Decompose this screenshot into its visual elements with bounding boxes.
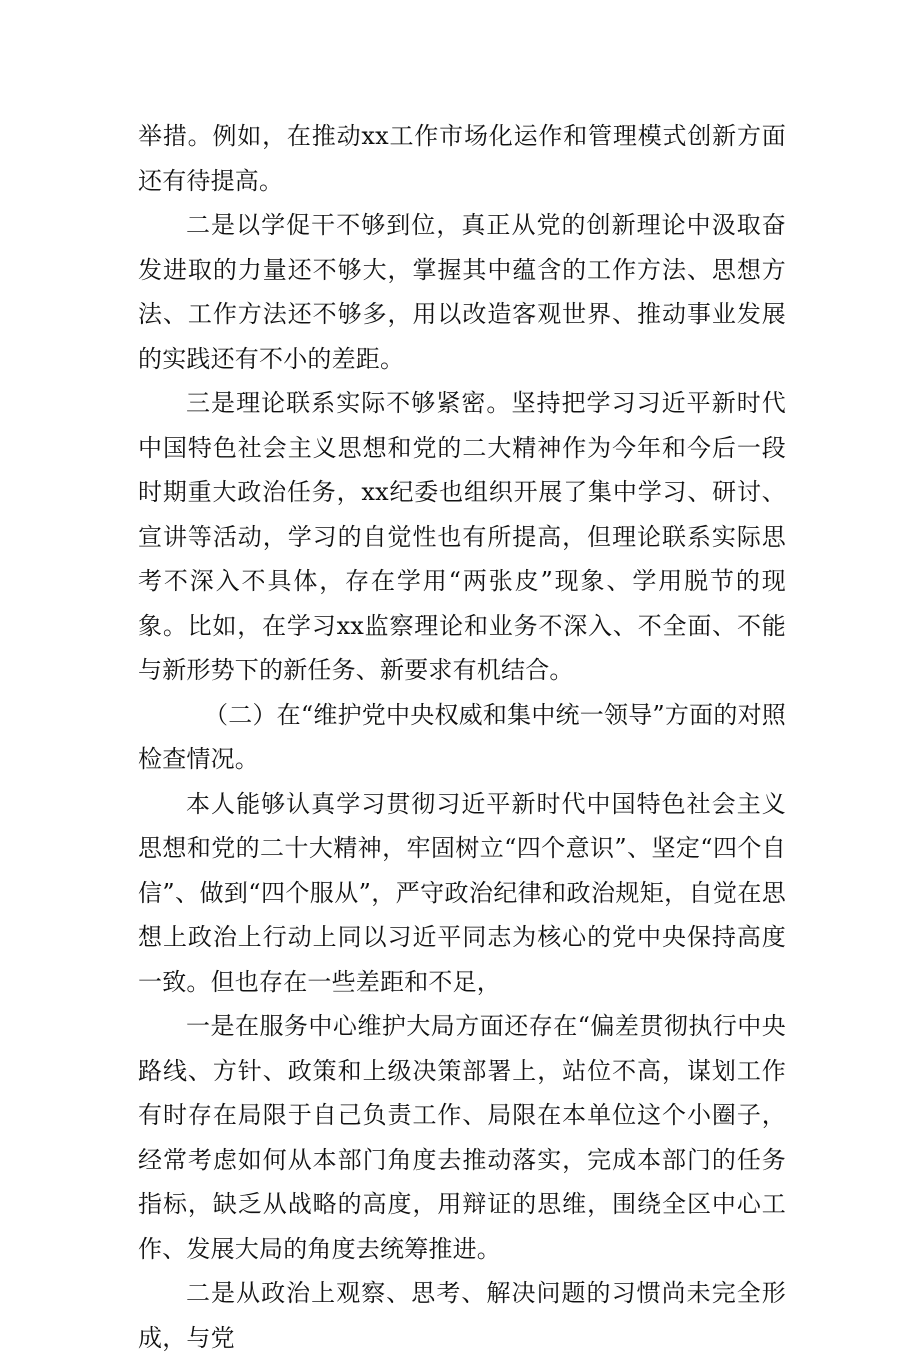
paragraph-self-assessment: 本人能够认真学习贯彻习近平新时代中国特色社会主义思想和党的二十大精神，牢固树立“四个意识”、坚定“四个自信”、做到“四个服从”，严守政治纪律和政治规矩，自觉在思想上政治上行动上同以习近平同志为核心的党中央保持高度一致。但也存在一些差距和不足， <box>138 789 786 996</box>
paragraph-issue-two: 二是从政治上观察、思考、解决问题的习惯尚未完全形成，与党 <box>138 1279 786 1352</box>
section-heading-two: （二）在“维护党中央权威和集中统一领导”方面的对照检查情况。 <box>138 700 786 773</box>
paragraph-issue-one: 一是在服务中心维护大局方面还存在“偏差贯彻执行中央路线、方针、政策和上级决策部署上，站位不高，谋划工作有时存在局限于自己负责工作、局限在本单位这个小圈子，经常考虑如何从本部门角度去推动落实，完成本部门的任务指标，缺乏从战略的高度，用辩证的思维，围绕全区中心工作、发展大局的角度去统筹推进。 <box>138 1012 786 1263</box>
paragraph-point-two: 二是以学促干不够到位，真正从党的创新理论中汲取奋发进取的力量还不够大，掌握其中蕴含的工作方法、思想方法、工作方法还不够多，用以改造客观世界、推动事业发展的实践还有不小的差距。 <box>138 211 786 373</box>
paragraph-point-three: 三是理论联系实际不够紧密。坚持把学习习近平新时代中国特色社会主义思想和党的二大精神作为今年和今后一段时期重大政治任务，xx纪委也组织开展了集中学习、研讨、宣讲等活动，学习的自觉性也有所提高，但理论联系实际思考不深入不具体，存在学用“两张皮”现象、学用脱节的现象。比如，在学习xx监察理论和业务不深入、不全面、不能与新形势下的新任务、新要求有机结合。 <box>138 389 786 684</box>
paragraph-continuation: 举措。例如，在推动xx工作市场化运作和管理模式创新方面还有待提高。 <box>138 122 786 195</box>
document-body <box>138 114 786 1360</box>
